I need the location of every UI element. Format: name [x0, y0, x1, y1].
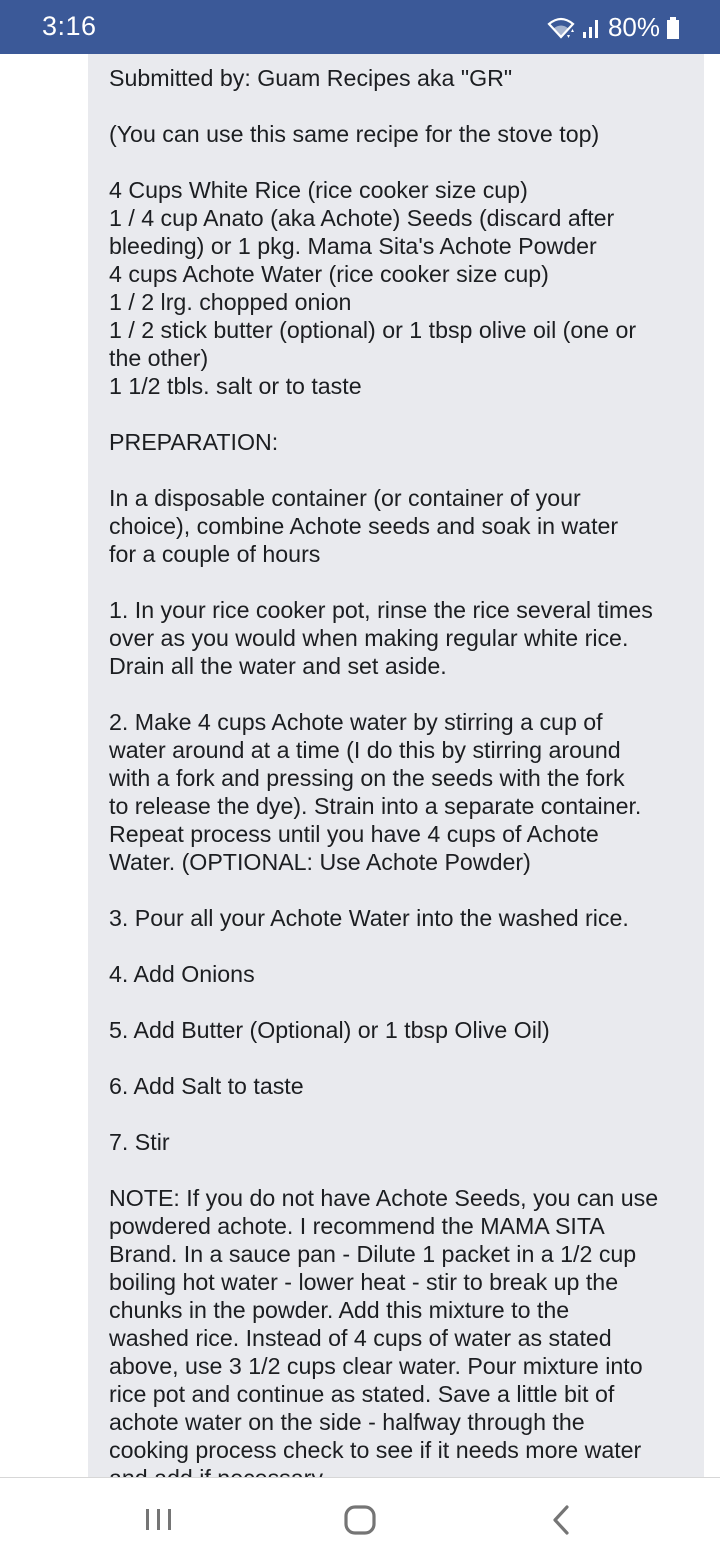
post-line: 2. Make 4 cups Achote water by stirring a cup of	[109, 709, 603, 735]
blank-line	[109, 680, 699, 708]
post-body[interactable]	[88, 54, 704, 1477]
blank-line	[109, 1044, 699, 1072]
wifi-icon	[546, 16, 576, 40]
post-line: 1 / 2 stick butter (optional) or 1 tbsp olive oil (one or	[109, 317, 637, 343]
blank-line	[109, 932, 699, 960]
post-line: Repeat process until you have 4 cups of Achote	[109, 821, 599, 847]
post-text	[109, 64, 699, 1492]
post-line: 1 / 4 cup Anato (aka Achote) Seeds (discard after	[109, 205, 615, 231]
post-line: to release the dye). Strain into a separate container.	[109, 793, 642, 819]
post-line: In a disposable container (or container of your	[109, 485, 581, 511]
page-content	[0, 54, 720, 1477]
blank-line	[109, 876, 699, 904]
post-line: 1. In your rice cooker pot, rinse the rice several times	[109, 597, 653, 623]
post-line: with a fork and pressing on the seeds with the fork	[109, 765, 625, 791]
post-line: over as you would when making regular white rice.	[109, 625, 629, 651]
post-line: (You can use this same recipe for the stove top)	[109, 121, 600, 147]
post-line: chunks in the powder. Add this mixture to the	[109, 1297, 570, 1323]
post-line: 1 1/2 tbls. salt or to taste	[109, 373, 362, 399]
post-line: 4. Add Onions	[109, 961, 255, 987]
status-bar	[0, 0, 720, 54]
blank-line	[109, 568, 699, 596]
status-time: 3:16	[42, 11, 97, 41]
home-icon[interactable]	[338, 1498, 382, 1542]
post-line: above, use 3 1/2 cups clear water. Pour mixture into	[109, 1353, 643, 1379]
signal-icon	[582, 16, 602, 40]
blank-line	[109, 1100, 699, 1128]
post-line: bleeding) or 1 pkg. Mama Sita's Achote Powder	[109, 233, 597, 259]
post-line: Water. (OPTIONAL: Use Achote Powder)	[109, 849, 531, 875]
post-line: Brand. In a sauce pan - Dilute 1 packet in a 1/2 cup	[109, 1241, 637, 1267]
blank-line	[109, 148, 699, 176]
post-line: rice pot and continue as stated. Save a little bit of	[109, 1381, 615, 1407]
status-icons	[546, 12, 680, 43]
battery-percent: 80%	[607, 12, 660, 42]
post-line: 1 / 2 lrg. chopped onion	[109, 289, 352, 315]
blank-line	[109, 1156, 699, 1184]
post-line: powdered achote. I recommend the MAMA SITA	[109, 1213, 605, 1239]
post-line: boiling hot water - lower heat - stir to break up the	[109, 1269, 619, 1295]
post-line: 7. Stir	[109, 1129, 170, 1155]
battery-icon	[666, 16, 680, 40]
post-line: NOTE: If you do not have Achote Seeds, you can use	[109, 1185, 659, 1211]
post-line: the other)	[109, 345, 209, 371]
post-line: water around at a time (I do this by stirring around	[109, 737, 621, 763]
recent-apps-icon[interactable]	[137, 1498, 181, 1542]
blank-line	[109, 988, 699, 1016]
blank-line	[109, 400, 699, 428]
post-line: washed rice. Instead of 4 cups of water as stated	[109, 1325, 612, 1351]
post-line: Submitted by: Guam Recipes aka "GR"	[109, 65, 513, 91]
post-line: Drain all the water and set aside.	[109, 653, 447, 679]
post-line: 5. Add Butter (Optional) or 1 tbsp Olive Oil)	[109, 1017, 550, 1043]
post-line: 4 Cups White Rice (rice cooker size cup)	[109, 177, 528, 203]
back-icon[interactable]	[540, 1498, 584, 1542]
post-line: PREPARATION:	[109, 429, 279, 455]
post-line: 6. Add Salt to taste	[109, 1073, 304, 1099]
blank-line	[109, 456, 699, 484]
post-line: cooking process check to see if it needs more water	[109, 1437, 642, 1463]
navigation-bar	[0, 1477, 720, 1561]
post-line: 3. Pour all your Achote Water into the washed rice.	[109, 905, 629, 931]
post-line: 4 cups Achote Water (rice cooker size cup)	[109, 261, 549, 287]
post-line: for a couple of hours	[109, 541, 321, 567]
post-line: choice), combine Achote seeds and soak in water	[109, 513, 619, 539]
blank-line	[109, 92, 699, 120]
post-line: achote water on the side - halfway through the	[109, 1409, 585, 1435]
